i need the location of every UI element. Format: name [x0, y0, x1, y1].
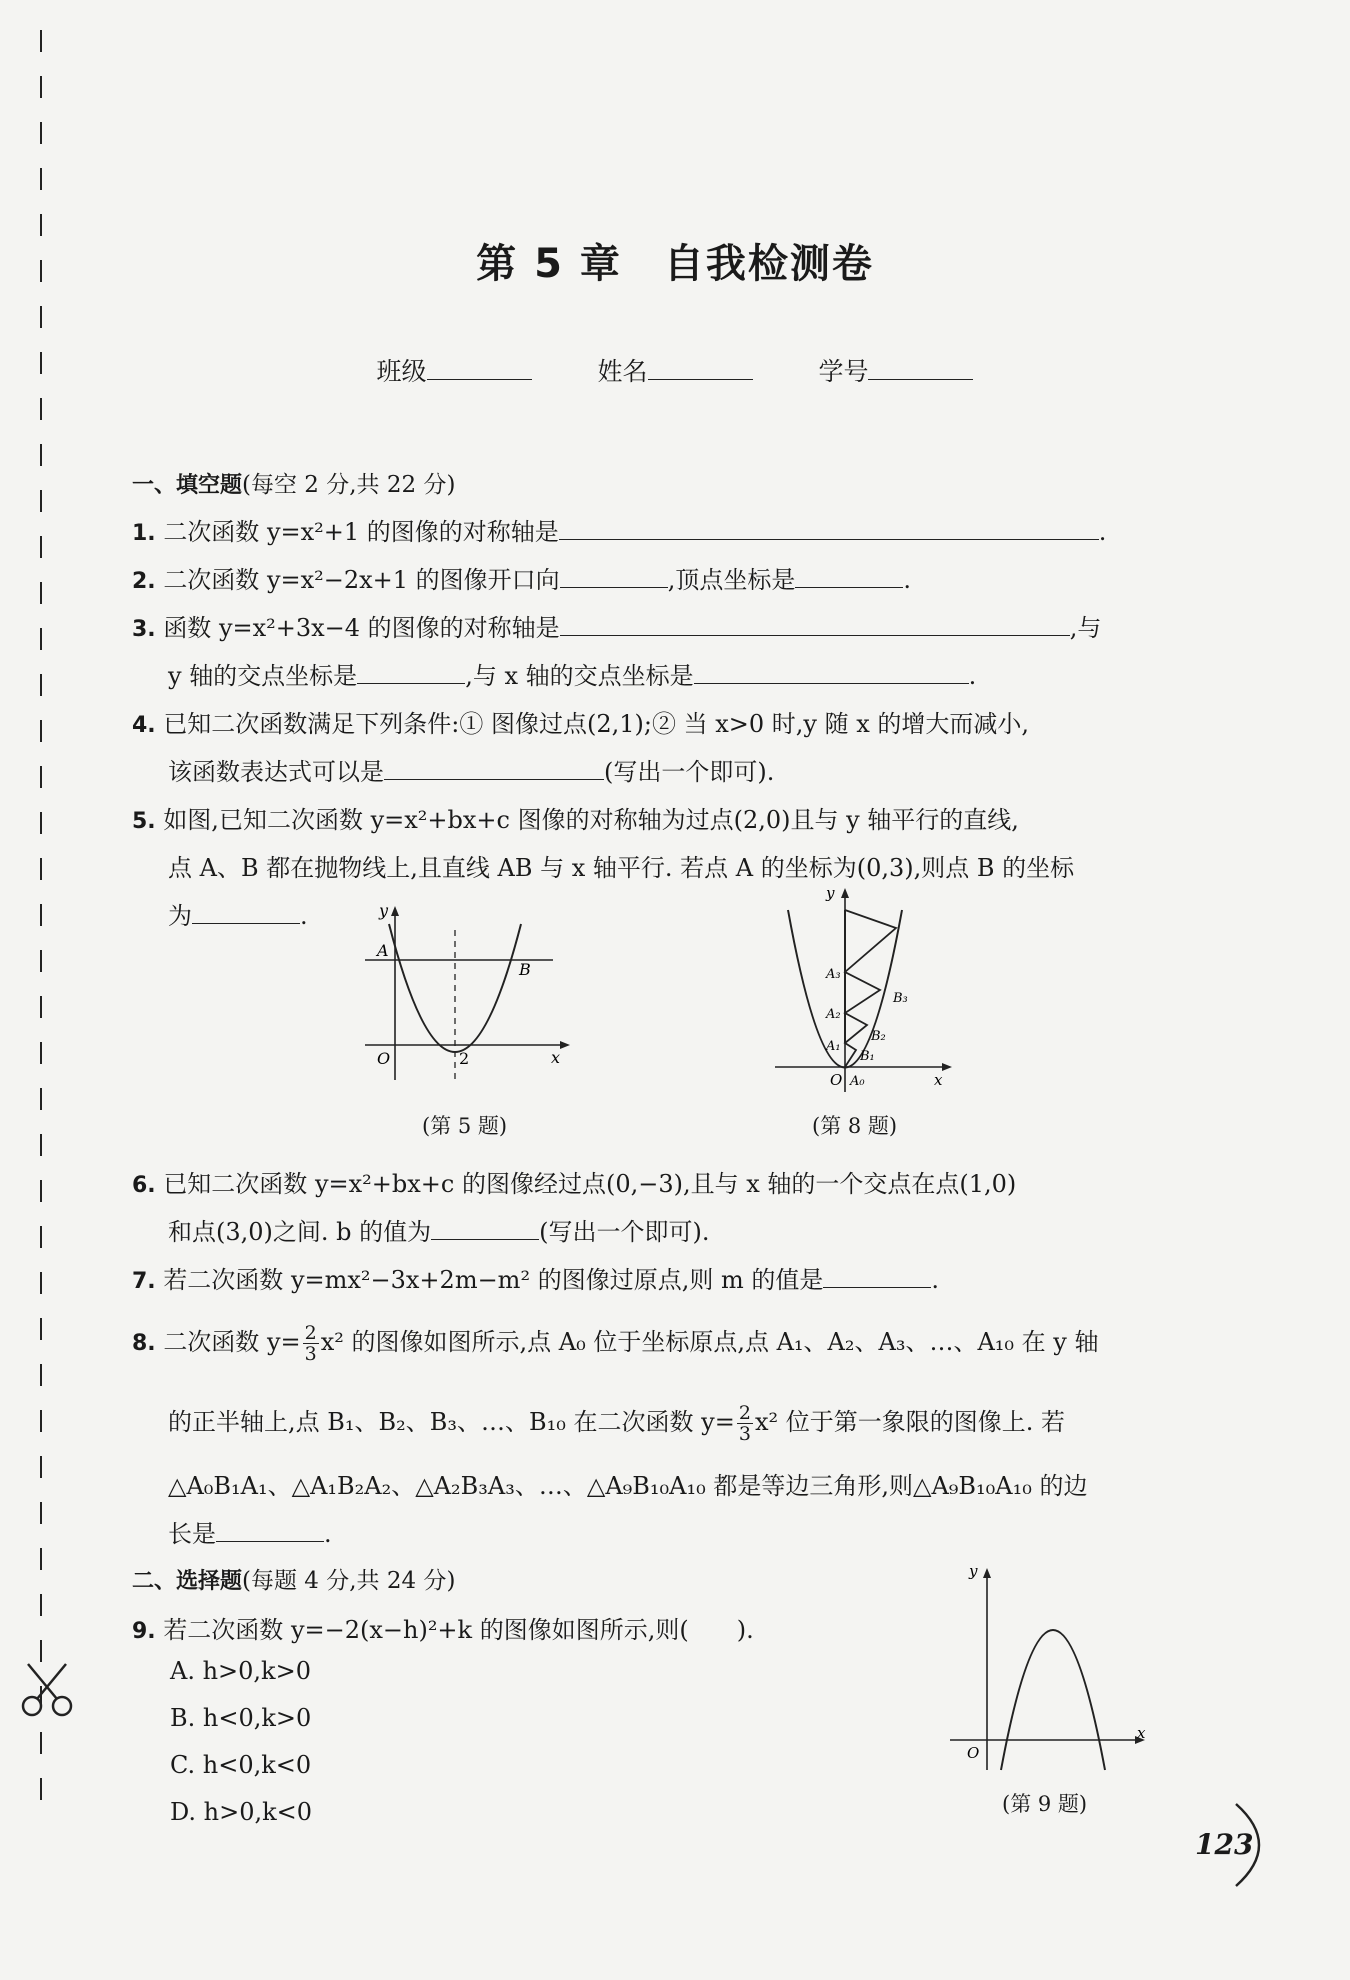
fig9-caption: (第 9 题)	[1002, 1792, 1088, 1816]
question-8-line-4: 长是 .	[168, 1520, 332, 1548]
fig8-x-label: x	[934, 1071, 943, 1089]
q8-fraction-1: $\frac{2}{3}$	[304, 1322, 317, 1365]
question-4-line-2: 该函数表达式可以是 (写出一个即可).	[168, 758, 775, 786]
class-blank[interactable]	[427, 353, 532, 380]
q5-blank[interactable]	[192, 901, 300, 924]
fig5-caption: (第 5 题)	[422, 1114, 508, 1138]
page-number: 123	[1195, 1828, 1254, 1861]
q3-blank-2[interactable]	[357, 661, 465, 684]
question-8-line-3: △A₀B₁A₁、△A₁B₂A₂、△A₂B₃A₃、…、△A₉B₁₀A₁₀ 都是等边三角形,则△A₉B₁₀A₁₀ 的边	[168, 1472, 1088, 1500]
fig8-b1-label: B₁	[860, 1049, 875, 1064]
figure-5	[355, 900, 580, 1085]
fig8-b2-label: B₂	[871, 1029, 886, 1044]
fig5-point-a: A	[377, 941, 389, 960]
fig8-y-label: y	[826, 884, 835, 902]
fig9-y-label: y	[969, 1562, 978, 1580]
question-5: 5. 如图,已知二次函数 y=x²+bx+c 图像的对称轴为过点(2,0)且与 y 轴平行的直线,	[132, 806, 1019, 834]
fig8-origin-label: O	[830, 1071, 843, 1089]
question-6-line-2: 和点(3,0)之间. b 的值为 (写出一个即可).	[168, 1218, 710, 1246]
student-info	[0, 352, 1350, 388]
page-title: 第 5 章 自我检测卷	[476, 241, 874, 287]
q2-blank-1[interactable]	[560, 565, 668, 588]
question-8-line-2: 的正半轴上,点 B₁、B₂、B₃、…、B₁₀ 在二次函数 y= $\frac{2}{3}$ x² 位于第一象限的图像上. 若	[168, 1402, 1065, 1445]
q9-option-c[interactable]: C. h<0,k<0	[170, 1751, 312, 1779]
q3-blank-1[interactable]	[560, 613, 1070, 636]
q8-fraction-2: $\frac{2}{3}$	[738, 1402, 751, 1445]
question-6: 6. 已知二次函数 y=x²+bx+c 的图像经过点(0,−3),且与 x 轴的一个交点在点(1,0)	[132, 1170, 1017, 1198]
q9-option-a[interactable]: A. h>0,k>0	[170, 1657, 311, 1685]
fig8-a3-label: A₃	[826, 967, 841, 982]
question-5-line-3: 为 .	[168, 902, 308, 930]
fig5-y-label: y	[379, 901, 389, 920]
question-9: 9. 若二次函数 y=−2(x−h)²+k 的图像如图所示,则( ).	[132, 1616, 754, 1644]
question-4: 4. 已知二次函数满足下列条件:① 图像过点(2,1);② 当 x>0 时,y 随 x 的增大而减小,	[132, 710, 1030, 738]
figure-8	[770, 880, 955, 1095]
fig9-x-label: x	[1137, 1724, 1146, 1742]
fig5-point-b: B	[519, 960, 531, 979]
section-multiple-choice: 二、选择题(每题 4 分,共 24 分)	[132, 1568, 456, 1594]
section-fill-blank: 一、填空题(每空 2 分,共 22 分)	[132, 472, 456, 498]
id-label: 学号	[818, 357, 869, 386]
question-3-line-2: y 轴的交点坐标是 ,与 x 轴的交点坐标是 .	[168, 662, 977, 690]
fig8-a0-label: A₀	[850, 1074, 865, 1089]
q4-blank[interactable]	[384, 757, 604, 780]
name-label: 姓名	[597, 357, 648, 386]
fig8-caption: (第 8 题)	[812, 1114, 898, 1138]
q8-blank[interactable]	[216, 1519, 324, 1542]
q1-blank[interactable]	[559, 517, 1099, 540]
name-blank[interactable]	[648, 353, 753, 380]
question-3: 3. 函数 y=x²+3x−4 的图像的对称轴是 ,与	[132, 614, 1102, 642]
q7-blank[interactable]	[823, 1265, 931, 1288]
question-1: 1. 二次函数 y=x²+1 的图像的对称轴是 .	[132, 518, 1107, 546]
fig5-x-label: x	[551, 1048, 561, 1067]
q9-option-d[interactable]: D. h>0,k<0	[170, 1798, 313, 1826]
scissors-icon	[18, 1660, 76, 1720]
fig5-origin-label: O	[377, 1049, 391, 1068]
question-7: 7. 若二次函数 y=mx²−3x+2m−m² 的图像过原点,则 m 的值是 .	[132, 1266, 939, 1294]
class-label: 班级	[376, 357, 427, 386]
fig8-a1-label: A₁	[826, 1039, 841, 1054]
fig9-origin-label: O	[967, 1744, 980, 1762]
fig8-b3-label: B₃	[893, 991, 908, 1006]
q3-blank-3[interactable]	[694, 661, 969, 684]
id-blank[interactable]	[868, 353, 973, 380]
question-5-line-2: 点 A、B 都在抛物线上,且直线 AB 与 x 轴平行. 若点 A 的坐标为(0,3),则点 B 的坐标	[168, 854, 1075, 882]
q6-blank[interactable]	[431, 1217, 539, 1240]
fig5-tick-2: 2	[459, 1049, 470, 1068]
q2-blank-2[interactable]	[795, 565, 903, 588]
figure-9	[945, 1560, 1155, 1785]
fig8-a2-label: A₂	[826, 1007, 841, 1022]
q9-option-b[interactable]: B. h<0,k>0	[170, 1704, 312, 1732]
question-8: 8. 二次函数 y= $\frac{2}{3}$ x² 的图像如图所示,点 A₀ 位于坐标原点,点 A₁、A₂、A₃、…、A₁₀ 在 y 轴	[132, 1322, 1099, 1365]
question-2: 2. 二次函数 y=x²−2x+1 的图像开口向 ,顶点坐标是 .	[132, 566, 911, 594]
